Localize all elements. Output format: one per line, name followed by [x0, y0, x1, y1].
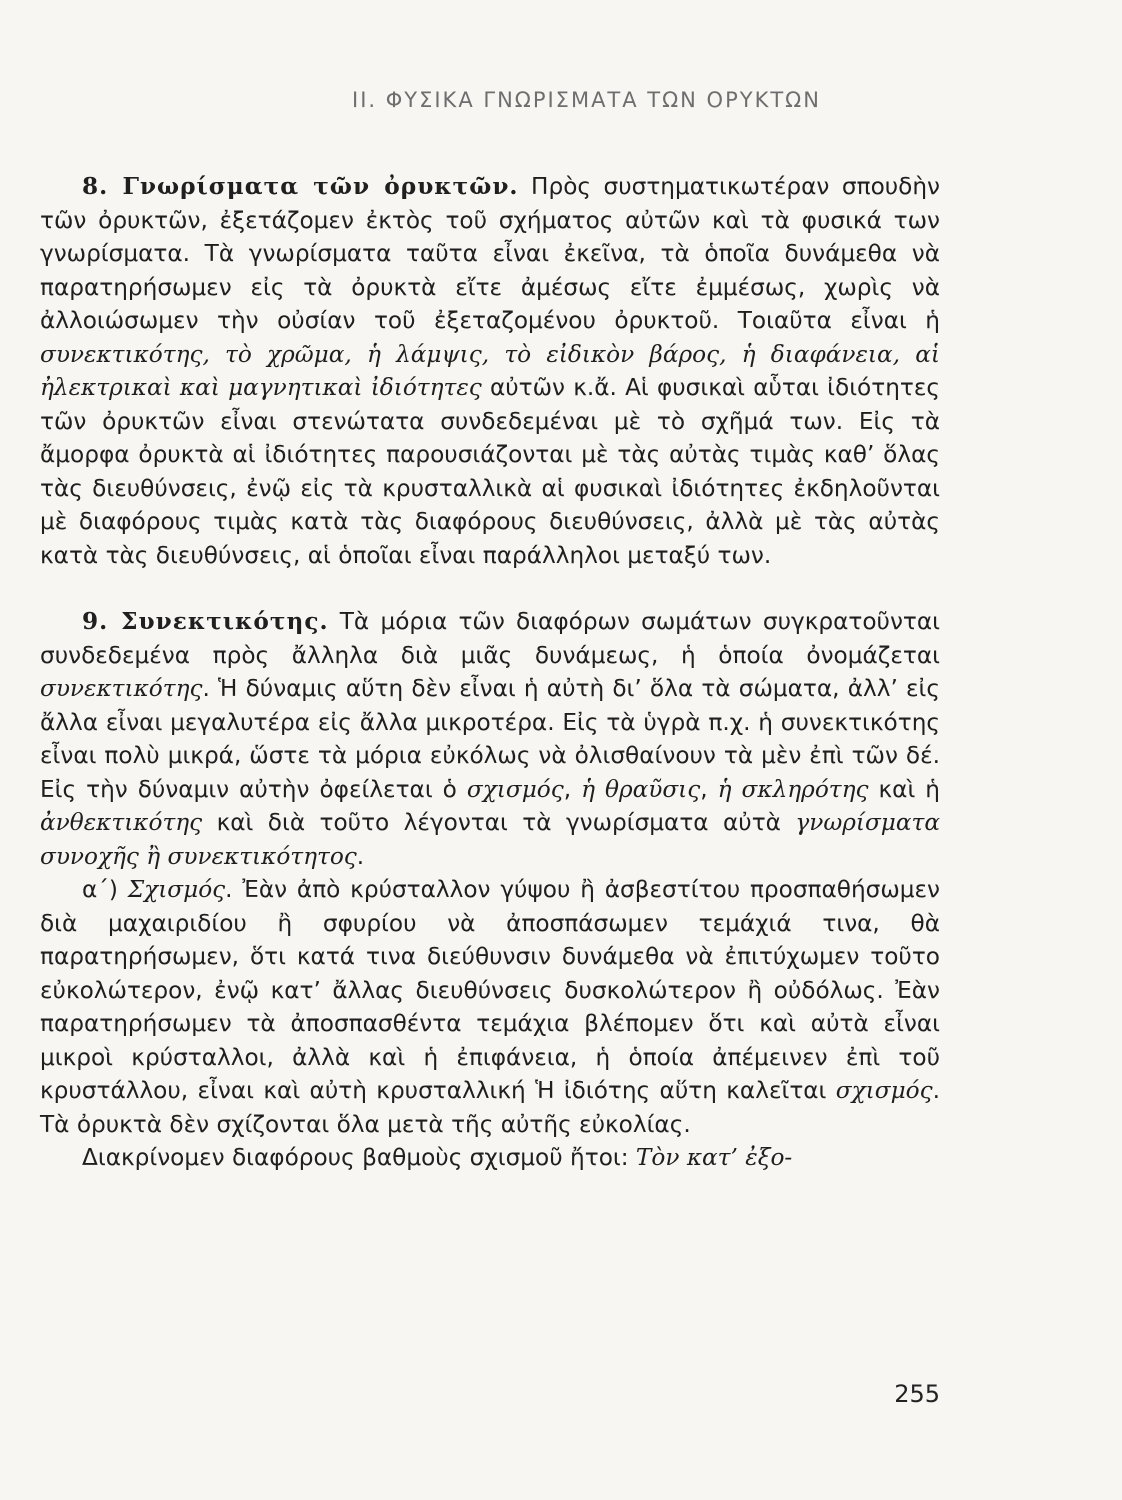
section-8-italic-list: συνεκτικότης, τὸ χρῶμα, ἡ λάμψις, τὸ εἰδικὸν βάρος, ἡ διαφάνεια, αἱ ἠλεκτρικαὶ καὶ μαγνητικαὶ ἰδιότητες — [40, 340, 940, 401]
section-9-italic-term: συνεκτικότης — [40, 675, 203, 702]
subsection-a-label: α΄) — [82, 876, 128, 903]
section-8-heading: 8. Γνωρίσματα τῶν ὀρυκτῶν. — [82, 173, 519, 200]
paragraph-closing — [40, 1141, 940, 1175]
section-9-heading: 9. Συνεκτικότης. — [82, 608, 329, 635]
paragraph-subsection-a — [40, 873, 940, 1141]
page-number: 255 — [894, 1380, 940, 1408]
section-9-text-3: , — [563, 775, 582, 803]
subsection-a-text-2: . Τὰ ὀρυκτὰ δὲν σχίζονται ὅλα μετὰ τῆς αὐτῆς εὐκολίας. — [40, 1077, 940, 1138]
section-9-italic-anthektikotis: ἀνθεκτικότης — [40, 809, 203, 836]
section-9-italic-sklirotis: ἡ σκληρότης — [717, 775, 869, 803]
subsection-a-text: . Ἐὰν ἀπὸ κρύσταλλον γύψου ἢ ἀσβεστίτου προσπαθήσωμεν διὰ μαχαιριδίου ἢ σφυρίου νὰ ἀποσπάσωμεν τεμάχιά τινα, θὰ παρατηρήσωμεν, ὅτι κατά τινα διεύθυνσιν δυνάμεθα νὰ ἐπιτύχωμεν τοῦτο εὐκολώτερον, ἐνῷ κατ’ ἄλλας διευθύνσεις δυσκολώτερον ἢ οὐδόλως. Ἐὰν παρατηρήσωμεν τὰ ἀποσπασθέντα τεμάχια βλέπομεν ὅτι καὶ αὐτὰ εἶναι μικροὶ κρύσταλλοι, ἀλλὰ καὶ ἡ ἐπιφάνεια, ἡ ὁποία ἀπέμεινεν ἐπὶ τοῦ κρυστάλλου, εἶναι καὶ αὐτὴ κρυσταλλική Ἡ ἰδιότης αὕτη καλεῖται — [40, 876, 940, 1104]
subsection-a-italic-term: σχισμός — [835, 1077, 933, 1104]
section-9-text-4: , — [700, 775, 718, 803]
section-8-text: Πρὸς συστηματικωτέραν σπουδὴν τῶν ὀρυκτῶν, ἐξετάζομεν ἐκτὸς τοῦ σχήματος αὐτῶν καὶ τὰ φυσικά των γνωρίσματα. Τὰ γνωρίσματα ταῦτα εἶναι ἐκεῖνα, τὰ ὁποῖα δυνάμεθα νὰ παρατηρήσωμεν εἰς τὰ ὀρυκτὰ εἴτε ἀμέσως εἴτε ἐμμέσως, χωρὶς νὰ ἀλλοιώσωμεν τὴν οὐσίαν τοῦ ἐξεταζομένου ὀρυκτοῦ. Τοιαῦτα εἶναι ἡ — [40, 173, 941, 334]
section-9-italic-schismos: σχισμός — [466, 775, 564, 803]
section-9-text: Τὰ μόρια τῶν διαφόρων σωμάτων συγκρατοῦνται συνδεδεμένα πρὸς ἄλληλα διὰ μιᾶς δυνάμεως, ἡ ὁποία ὀνομάζεται — [40, 608, 940, 669]
paragraph-section-9 — [40, 605, 940, 873]
section-9-text-7: . — [356, 842, 365, 870]
section-9-italic-thrausis: ἡ θραῦσις — [581, 775, 701, 803]
section-8-text-continued: αὐτῶν κ.ἄ. Αἱ φυσικαὶ αὗται ἰδιότητες τῶν ὀρυκτῶν εἶναι στενώτατα συνδεδεμέναι μὲ τὸ σχῆμά των. Εἰς τὰ ἄμορφα ὀρυκτὰ αἱ ἰδιότητες παρουσιάζονται μὲ τὰς αὐτὰς τιμὰς καθ’ ὅλας τὰς διευθύνσεις, ἐνῷ εἰς τὰ κρυσταλλικὰ αἱ φυσικαὶ ἰδιότητες ἐκδηλοῦνται μὲ διαφόρους τιμὰς κατὰ τὰς διαφόρους διευθύνσεις, ἀλλὰ μὲ τὰς αὐτὰς κατὰ τὰς διευθύνσεις, αἱ ὁποῖαι εἶναι παράλληλοι μεταξύ των. — [40, 374, 941, 569]
running-head: ΙΙ. ΦΥΣΙΚΑ ΓΝΩΡΙΣΜΑΤΑ ΤΩΝ ΟΡΥΚΤΩΝ — [352, 88, 821, 112]
section-9-text-5: καὶ ἡ — [868, 775, 940, 803]
paragraph-section-8 — [40, 170, 940, 572]
closing-italic: Τὸν κατ’ ἐξο- — [635, 1144, 793, 1171]
closing-text: Διακρίνομεν διαφόρους βαθμοὺς σχισμοῦ ἤτοι: — [82, 1144, 636, 1171]
body-text — [40, 170, 940, 1175]
section-9-text-2: . Ἡ δύναμις αὕτη δὲν εἶναι ἡ αὐτὴ δι’ ὅλα τὰ σώματα, ἀλλ’ εἰς ἄλλα εἶναι μεγαλυτέρα εἰς ἄλλα μικροτέρα. Εἰς τὰ ὑγρὰ π.χ. ἡ συνεκτικότης εἶναι πολὺ μικρά, ὥστε τὰ μόρια εὐκόλως νὰ ὀλισθαίνουν τὰ μὲν ἐπὶ τῶν δέ. Εἰς τὴν δύναμιν αὐτὴν ὀφείλεται ὁ — [40, 675, 940, 803]
section-9-italic-gnorismata: γνωρίσματα συνοχῆς ἢ συνεκτικότητος — [40, 809, 940, 870]
section-9-text-6: καὶ διὰ τοῦτο λέγονται τὰ γνωρίσματα αὐτὰ — [202, 809, 796, 836]
subsection-a-title: Σχισμός — [127, 876, 226, 903]
